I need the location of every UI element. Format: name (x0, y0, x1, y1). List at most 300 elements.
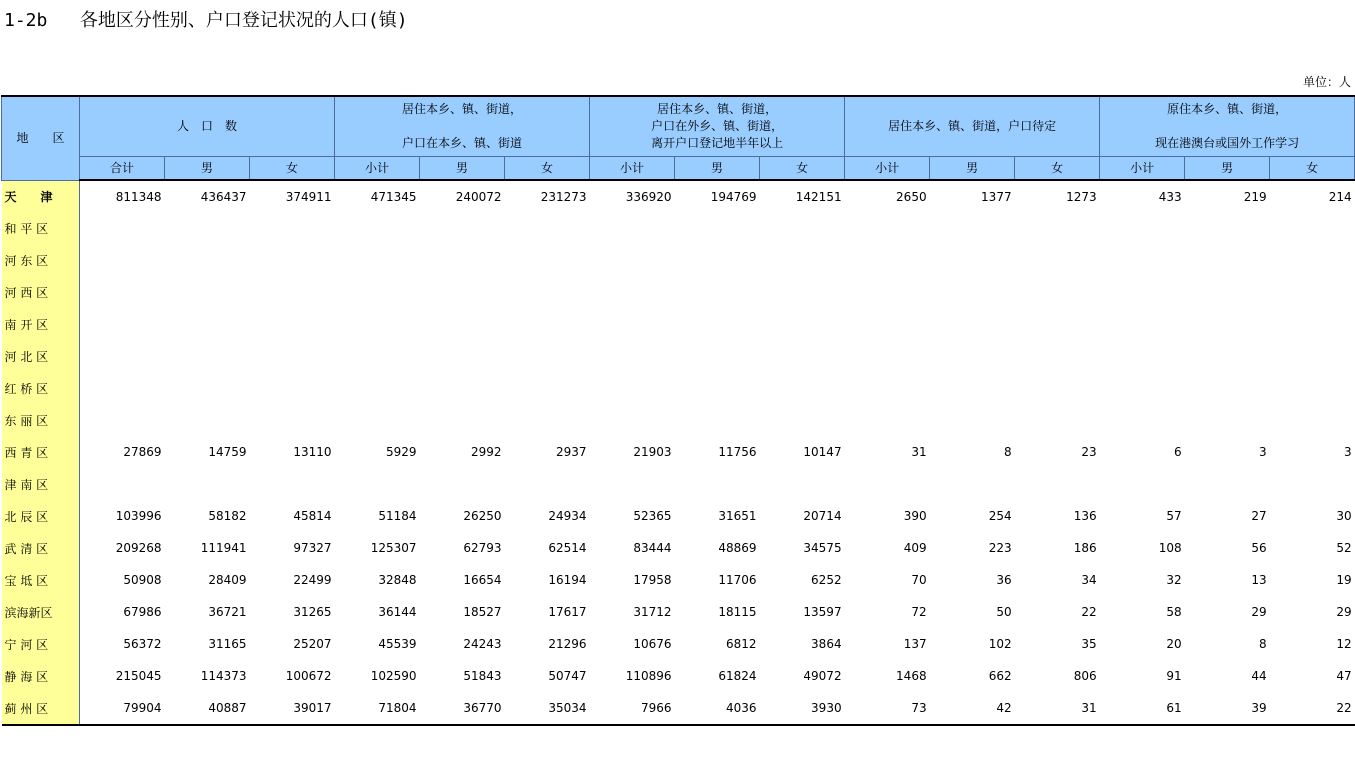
value-cell: 436437 (200, 189, 247, 204)
value-cell (675, 276, 760, 308)
value-cell: 31 (1081, 701, 1097, 715)
value-cell: 1377 (981, 189, 1012, 204)
value-cell: 35034 (548, 701, 587, 715)
value-cell (1270, 372, 1355, 404)
value-cell: 58182 (208, 509, 247, 523)
value-cell (1015, 340, 1100, 372)
value-cell: 3 (1258, 445, 1267, 459)
value-cell (590, 212, 675, 244)
table-row (2, 180, 1355, 212)
value-cell (930, 244, 1015, 276)
value-cell: 12 (1336, 637, 1352, 651)
value-cell: 83444 (633, 541, 672, 555)
value-cell: 137 (903, 637, 927, 651)
value-cell (1270, 276, 1355, 308)
value-cell (1100, 340, 1185, 372)
value-cell: 58 (1166, 605, 1182, 619)
value-cell: 20 (1166, 637, 1182, 651)
value-cell: 209268 (115, 541, 162, 555)
value-cell: 6252 (811, 573, 842, 587)
region-name: 东 丽 区 (2, 404, 80, 436)
value-cell (590, 276, 675, 308)
value-cell: 110896 (625, 669, 672, 683)
value-cell (420, 372, 505, 404)
value-cell (1270, 404, 1355, 436)
value-cell (930, 404, 1015, 436)
value-cell (845, 468, 930, 500)
value-cell: 73 (911, 701, 927, 715)
value-cell: 27869 (123, 445, 162, 459)
value-cell: 22 (1081, 605, 1097, 619)
region-name: 宁 河 区 (2, 628, 80, 660)
value-cell (250, 244, 335, 276)
value-cell (675, 308, 760, 340)
value-cell (675, 404, 760, 436)
value-cell: 374911 (285, 189, 332, 204)
subheader-cell: 女 (1270, 157, 1355, 181)
value-cell: 31712 (633, 605, 672, 619)
table-row (2, 276, 1355, 308)
value-cell (1100, 468, 1185, 500)
value-cell: 125307 (370, 541, 417, 555)
value-cell (335, 212, 420, 244)
unit-label: 单位：人 (1302, 75, 1351, 89)
value-cell: 40887 (208, 701, 247, 715)
value-cell: 36721 (208, 605, 247, 619)
value-cell: 24243 (463, 637, 502, 651)
value-cell (420, 244, 505, 276)
value-cell (505, 308, 590, 340)
value-cell: 806 (1073, 669, 1097, 683)
value-cell: 47 (1336, 669, 1352, 683)
value-cell (1270, 212, 1355, 244)
value-cell (80, 276, 165, 308)
value-cell: 114373 (200, 669, 247, 683)
value-cell: 10676 (633, 637, 672, 651)
value-cell (335, 468, 420, 500)
value-cell: 61824 (718, 669, 757, 683)
region-name: 北 辰 区 (2, 500, 80, 532)
value-cell (1100, 276, 1185, 308)
value-cell: 102 (988, 637, 1012, 651)
value-cell (845, 404, 930, 436)
value-cell: 336920 (625, 189, 672, 204)
value-cell (1100, 404, 1185, 436)
value-cell (80, 212, 165, 244)
table-row (2, 500, 1355, 532)
value-cell: 3 (1344, 445, 1352, 459)
value-cell (1100, 212, 1185, 244)
value-cell (1015, 244, 1100, 276)
value-cell: 1468 (896, 669, 927, 683)
table-row (2, 372, 1355, 404)
population-table (1, 95, 1355, 726)
value-cell (675, 468, 760, 500)
value-cell (675, 340, 760, 372)
value-cell (1015, 212, 1100, 244)
value-cell: 70 (911, 573, 927, 587)
value-cell: 51184 (378, 509, 417, 523)
value-cell (165, 276, 250, 308)
subheader-cell: 男 (420, 157, 505, 181)
value-cell: 31265 (293, 605, 332, 619)
table-row (2, 244, 1355, 276)
value-cell (165, 404, 250, 436)
value-cell (845, 212, 930, 244)
value-cell (590, 468, 675, 500)
value-cell: 32 (1166, 573, 1182, 587)
group-header-label: 居住本乡、镇、街道，户口待定 (888, 119, 1057, 133)
value-cell: 136 (1073, 509, 1097, 523)
value-cell (1185, 212, 1270, 244)
value-cell (80, 340, 165, 372)
value-cell (930, 276, 1015, 308)
value-cell: 14759 (208, 445, 247, 459)
value-cell (250, 468, 335, 500)
value-cell (845, 372, 930, 404)
value-cell: 8 (1003, 445, 1012, 459)
value-cell (165, 372, 250, 404)
value-cell: 13110 (293, 445, 332, 459)
value-cell: 111941 (200, 541, 247, 555)
value-cell: 19 (1336, 573, 1352, 587)
value-cell: 100672 (285, 669, 332, 683)
value-cell: 45539 (378, 637, 417, 651)
value-cell: 91 (1166, 669, 1182, 683)
region-name: 南 开 区 (2, 308, 80, 340)
value-cell: 50747 (548, 669, 587, 683)
value-cell: 39017 (293, 701, 332, 715)
value-cell: 31651 (718, 509, 757, 523)
value-cell: 51843 (463, 669, 502, 683)
value-cell (505, 212, 590, 244)
value-cell: 223 (988, 541, 1012, 555)
value-cell: 79904 (123, 701, 162, 715)
region-name: 河 北 区 (2, 340, 80, 372)
value-cell: 390 (903, 509, 927, 523)
subheader-cell: 男 (930, 157, 1015, 181)
region-name: 河 西 区 (2, 276, 80, 308)
table-row (2, 436, 1355, 468)
value-cell (1100, 244, 1185, 276)
value-cell (1015, 468, 1100, 500)
value-cell: 2937 (556, 445, 587, 459)
value-cell: 62514 (548, 541, 587, 555)
value-cell: 215045 (115, 669, 162, 683)
value-cell: 29 (1251, 605, 1267, 619)
value-cell (420, 212, 505, 244)
value-cell: 811348 (115, 189, 162, 204)
subheader-cell: 男 (1185, 157, 1270, 181)
value-cell (1185, 372, 1270, 404)
subheader-cell: 小计 (590, 157, 675, 181)
value-cell: 662 (988, 669, 1012, 683)
value-cell: 3864 (811, 637, 842, 651)
value-cell (250, 340, 335, 372)
value-cell (420, 404, 505, 436)
region-name: 西 青 区 (2, 436, 80, 468)
value-cell (1185, 404, 1270, 436)
value-cell (675, 244, 760, 276)
value-cell: 21296 (548, 637, 587, 651)
value-cell (590, 308, 675, 340)
value-cell (590, 340, 675, 372)
value-cell: 5929 (385, 445, 417, 459)
value-cell: 56 (1251, 541, 1267, 555)
value-cell (1185, 276, 1270, 308)
value-cell: 219 (1243, 189, 1267, 204)
value-cell: 61 (1166, 701, 1182, 715)
value-cell (335, 276, 420, 308)
region-name: 红 桥 区 (2, 372, 80, 404)
value-cell (335, 404, 420, 436)
value-cell (930, 308, 1015, 340)
value-cell: 42 (996, 701, 1012, 715)
value-cell (420, 308, 505, 340)
value-cell: 71804 (378, 701, 417, 715)
value-cell: 254 (988, 509, 1012, 523)
table-row (2, 564, 1355, 596)
value-cell (1015, 372, 1100, 404)
value-cell (505, 404, 590, 436)
value-cell (760, 372, 845, 404)
value-cell: 32848 (378, 573, 417, 587)
value-cell (590, 244, 675, 276)
value-cell (675, 212, 760, 244)
value-cell: 103996 (115, 509, 162, 523)
value-cell: 471345 (370, 189, 417, 204)
value-cell: 52 (1336, 541, 1352, 555)
value-cell (1185, 308, 1270, 340)
value-cell: 44 (1251, 669, 1267, 683)
value-cell: 50908 (123, 573, 162, 587)
region-name: 静 海 区 (2, 660, 80, 692)
region-name: 河 东 区 (2, 244, 80, 276)
value-cell: 25207 (293, 637, 332, 651)
value-cell (420, 468, 505, 500)
value-cell (845, 244, 930, 276)
value-cell: 52365 (633, 509, 672, 523)
table-row (2, 404, 1355, 436)
value-cell: 24934 (548, 509, 587, 523)
value-cell: 18527 (463, 605, 502, 619)
value-cell: 11756 (718, 445, 757, 459)
value-cell (505, 468, 590, 500)
region-name: 蓟 州 区 (2, 692, 80, 725)
value-cell (845, 276, 930, 308)
value-cell (80, 468, 165, 500)
group-header-label: 原住本乡、镇、街道， 现在港澳台或国外工作学习 (1155, 102, 1300, 150)
value-cell (1100, 308, 1185, 340)
value-cell: 6812 (726, 637, 757, 651)
group-header-local (335, 96, 590, 157)
value-cell (165, 468, 250, 500)
value-cell (165, 308, 250, 340)
value-cell (1100, 372, 1185, 404)
value-cell: 45814 (293, 509, 332, 523)
region-name: 和 平 区 (2, 212, 80, 244)
value-cell (80, 404, 165, 436)
region-header: 地 区 (2, 96, 80, 180)
value-cell: 409 (903, 541, 927, 555)
value-cell: 22 (1336, 701, 1352, 715)
value-cell (335, 340, 420, 372)
group-header-migrant (590, 96, 845, 157)
value-cell (80, 308, 165, 340)
value-cell (335, 308, 420, 340)
value-cell (165, 340, 250, 372)
value-cell (505, 244, 590, 276)
region-name: 武 清 区 (2, 532, 80, 564)
value-cell (930, 212, 1015, 244)
value-cell: 27 (1251, 509, 1267, 523)
value-cell: 67986 (123, 605, 162, 619)
value-cell: 7966 (641, 701, 672, 715)
value-cell (250, 212, 335, 244)
value-cell: 29 (1336, 605, 1352, 619)
value-cell (335, 372, 420, 404)
value-cell (590, 372, 675, 404)
subheader-cell: 小计 (845, 157, 930, 181)
value-cell (250, 404, 335, 436)
value-cell (80, 372, 165, 404)
group-header-label: 居住本乡、镇、街道， 户口在本乡、镇、街道 (402, 102, 523, 150)
value-cell: 186 (1073, 541, 1097, 555)
value-cell (505, 276, 590, 308)
table-row (2, 212, 1355, 244)
value-cell: 31 (911, 445, 927, 459)
region-name: 宝 坻 区 (2, 564, 80, 596)
value-cell: 102590 (370, 669, 417, 683)
value-cell: 36 (996, 573, 1012, 587)
value-cell (420, 340, 505, 372)
value-cell: 10147 (803, 445, 842, 459)
value-cell: 34 (1081, 573, 1097, 587)
value-cell (335, 244, 420, 276)
value-cell: 13597 (803, 605, 842, 619)
value-cell: 57 (1166, 509, 1182, 523)
value-cell (760, 404, 845, 436)
subheader-cell: 女 (1015, 157, 1100, 181)
subheader-cell: 女 (505, 157, 590, 181)
value-cell: 30 (1336, 509, 1352, 523)
value-cell (80, 244, 165, 276)
value-cell (760, 468, 845, 500)
value-cell: 231273 (540, 189, 587, 204)
value-cell (590, 404, 675, 436)
value-cell: 108 (1158, 541, 1182, 555)
value-cell: 194769 (710, 189, 757, 204)
value-cell: 18115 (718, 605, 757, 619)
value-cell (1185, 340, 1270, 372)
table-row (2, 596, 1355, 628)
value-cell: 11706 (718, 573, 757, 587)
value-cell (505, 372, 590, 404)
value-cell (1270, 308, 1355, 340)
value-cell: 23 (1081, 445, 1097, 459)
value-cell: 20714 (803, 509, 842, 523)
value-cell: 4036 (726, 701, 757, 715)
value-cell (165, 212, 250, 244)
group-header-total (80, 96, 335, 157)
group-header-label: 居住本乡、镇、街道， 户口在外乡、镇、街道， 离开户口登记地半年以上 (651, 102, 784, 150)
value-cell: 97327 (293, 541, 332, 555)
value-cell: 21903 (633, 445, 672, 459)
value-cell: 36144 (378, 605, 417, 619)
value-cell (930, 340, 1015, 372)
value-cell: 26250 (463, 509, 502, 523)
value-cell: 31165 (208, 637, 247, 651)
region-name: 滨海新区 (2, 596, 80, 628)
value-cell (760, 308, 845, 340)
value-cell: 214 (1328, 189, 1352, 204)
region-name: 天 津 (2, 180, 80, 212)
table-row (2, 468, 1355, 500)
table-row (2, 660, 1355, 692)
value-cell (760, 276, 845, 308)
value-cell (1270, 340, 1355, 372)
page-title: 1-2b 各地区分性别、户口登记状况的人口(镇) (4, 10, 408, 31)
value-cell: 8 (1258, 637, 1267, 651)
value-cell (250, 372, 335, 404)
region-name: 津 南 区 (2, 468, 80, 500)
value-cell: 17617 (548, 605, 587, 619)
table-row (2, 308, 1355, 340)
subheader-cell: 女 (250, 157, 335, 181)
subheader-cell: 男 (675, 157, 760, 181)
value-cell: 36770 (463, 701, 502, 715)
value-cell: 2992 (470, 445, 502, 459)
value-cell (760, 340, 845, 372)
value-cell (165, 244, 250, 276)
value-cell: 56372 (123, 637, 162, 651)
value-cell: 48869 (718, 541, 757, 555)
group-header-pending (845, 96, 1100, 157)
value-cell: 6 (1173, 445, 1182, 459)
value-cell: 16654 (463, 573, 502, 587)
table-row (2, 340, 1355, 372)
group-header-label: 人 口 数 (177, 119, 238, 133)
value-cell: 72 (911, 605, 927, 619)
table-row (2, 532, 1355, 564)
value-cell (930, 468, 1015, 500)
value-cell (845, 308, 930, 340)
value-cell (1270, 468, 1355, 500)
group-header-abroad (1100, 96, 1355, 157)
value-cell: 62793 (463, 541, 502, 555)
value-cell (1185, 468, 1270, 500)
value-cell (250, 276, 335, 308)
value-cell: 13 (1251, 573, 1267, 587)
value-cell: 433 (1158, 189, 1182, 204)
value-cell (1015, 308, 1100, 340)
value-cell: 49072 (803, 669, 842, 683)
subheader-cell: 男 (165, 157, 250, 181)
subheader-cell: 小计 (1100, 157, 1185, 181)
value-cell (845, 340, 930, 372)
value-cell (930, 372, 1015, 404)
value-cell: 2650 (896, 189, 927, 204)
value-cell (1270, 244, 1355, 276)
subheader-cell: 女 (760, 157, 845, 181)
value-cell: 39 (1251, 701, 1267, 715)
value-cell: 240072 (455, 189, 502, 204)
value-cell (1015, 404, 1100, 436)
value-cell (505, 340, 590, 372)
value-cell (420, 276, 505, 308)
value-cell (250, 308, 335, 340)
value-cell: 1273 (1066, 189, 1097, 204)
